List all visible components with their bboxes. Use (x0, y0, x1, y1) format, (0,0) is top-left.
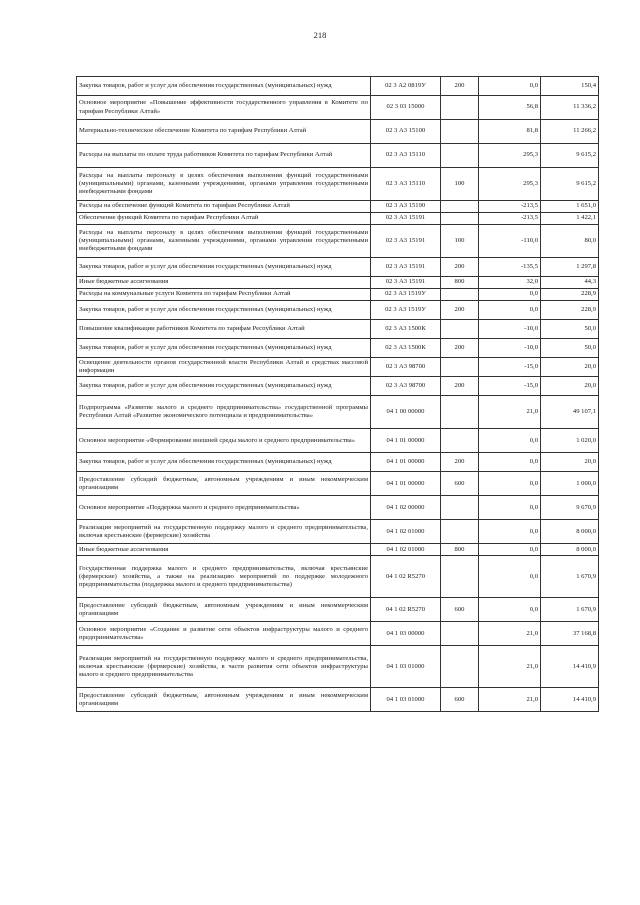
row-name-cell: Предоставление субсидий бюджетным, автономным учреждениям и иным некоммерческим организациям (77, 472, 371, 496)
row-change-amount-cell: -213,5 (479, 213, 541, 225)
row-expense-type-cell (441, 646, 479, 688)
row-total-amount-cell: 44,3 (541, 277, 599, 289)
row-change-amount-cell: 0,0 (479, 496, 541, 520)
row-total-amount-cell: 9 670,9 (541, 496, 599, 520)
row-total-amount-cell: 9 615,2 (541, 144, 599, 168)
row-expense-type-cell: 200 (441, 258, 479, 277)
table-row (77, 225, 599, 258)
row-change-amount-cell: -10,0 (479, 339, 541, 358)
row-change-amount-cell: -10,0 (479, 320, 541, 339)
row-change-amount-cell: 56,8 (479, 96, 541, 120)
table-row (77, 258, 599, 277)
table-row (77, 77, 599, 96)
table-row (77, 688, 599, 712)
row-name-cell: Закупка товаров, работ и услуг для обеспечения государственных (муниципальных) нужд (77, 258, 371, 277)
row-change-amount-cell: 0,0 (479, 429, 541, 453)
table-row (77, 472, 599, 496)
row-name-cell: Расходы на выплаты по оплате труда работников Комитета по тарифам Республики Алтай (77, 144, 371, 168)
row-total-amount-cell: 1 670,9 (541, 556, 599, 598)
row-expense-type-cell (441, 289, 479, 301)
row-expense-type-cell: 600 (441, 688, 479, 712)
table-row (77, 339, 599, 358)
row-code-cell: 04 1 03 01000 (371, 646, 441, 688)
table-row (77, 377, 599, 396)
row-expense-type-cell: 100 (441, 168, 479, 201)
row-expense-type-cell (441, 201, 479, 213)
row-code-cell: 04 1 02 01000 (371, 520, 441, 544)
row-expense-type-cell (441, 496, 479, 520)
row-total-amount-cell: 20,0 (541, 453, 599, 472)
row-total-amount-cell: 1 020,0 (541, 429, 599, 453)
row-name-cell: Иные бюджетные ассигнования (77, 277, 371, 289)
row-change-amount-cell: 0,0 (479, 77, 541, 96)
row-code-cell: 04 1 01 00000 (371, 453, 441, 472)
row-name-cell: Освещение деятельности органов государственной власти Республики Алтай в средствах массовой информации (77, 358, 371, 377)
row-code-cell: 02 3 А3 15110 (371, 144, 441, 168)
row-name-cell: Расходы на коммунальные услуги Комитета по тарифам Республики Алтай (77, 289, 371, 301)
row-change-amount-cell: 0,0 (479, 544, 541, 556)
row-total-amount-cell: 80,0 (541, 225, 599, 258)
row-code-cell: 04 1 01 00000 (371, 472, 441, 496)
row-code-cell: 02 3 А3 15191 (371, 258, 441, 277)
row-expense-type-cell: 800 (441, 277, 479, 289)
row-change-amount-cell: 295,3 (479, 168, 541, 201)
row-expense-type-cell: 200 (441, 301, 479, 320)
row-name-cell: Реализация мероприятий на государственную поддержку малого и среднего предпринимательства, включая крестьянские (фермерские) хозяйства, в части развития сети объектов инфраструктуры малого и среднего предпринимательства (77, 646, 371, 688)
row-change-amount-cell: -110,0 (479, 225, 541, 258)
row-expense-type-cell (441, 622, 479, 646)
row-expense-type-cell (441, 556, 479, 598)
row-code-cell: 02 3 А3 1519У (371, 301, 441, 320)
row-expense-type-cell (441, 144, 479, 168)
row-change-amount-cell: 295,3 (479, 144, 541, 168)
row-change-amount-cell: 21,0 (479, 396, 541, 429)
row-code-cell: 02 3 А3 98700 (371, 358, 441, 377)
row-name-cell: Закупка товаров, работ и услуг для обеспечения государственных (муниципальных) нужд (77, 377, 371, 396)
budget-table-body (77, 77, 599, 712)
row-expense-type-cell (441, 96, 479, 120)
row-name-cell: Подпрограмма «Развитие малого и среднего предпринимательства» государственной программы Республики Алтай «Развитие экономического потенциала и предпринимательства» (77, 396, 371, 429)
row-total-amount-cell: 1 000,0 (541, 472, 599, 496)
row-expense-type-cell (441, 429, 479, 453)
row-code-cell: 02 3 А3 15190 (371, 201, 441, 213)
row-name-cell: Повышение квалификации работников Комитета по тарифам Республики Алтай (77, 320, 371, 339)
row-expense-type-cell: 100 (441, 225, 479, 258)
row-name-cell: Закупка товаров, работ и услуг для обеспечения государственных (муниципальных) нужд (77, 77, 371, 96)
row-name-cell: Реализация мероприятий на государственную поддержку малого и среднего предпринимательства, включая крестьянские (фермерские) хозяйства (77, 520, 371, 544)
row-code-cell: 02 3 А3 15191 (371, 213, 441, 225)
row-expense-type-cell (441, 520, 479, 544)
row-total-amount-cell: 50,0 (541, 339, 599, 358)
row-total-amount-cell: 1 297,8 (541, 258, 599, 277)
row-expense-type-cell (441, 320, 479, 339)
table-row (77, 168, 599, 201)
row-expense-type-cell: 800 (441, 544, 479, 556)
row-code-cell: 04 1 02 00000 (371, 496, 441, 520)
row-name-cell: Государственная поддержка малого и среднего предпринимательства, включая крестьянские (фермерские) хозяйства, а также на реализацию мероприятий по поддержке молодежного предпринимательства (поддержка малого и среднего предпринимательства) (77, 556, 371, 598)
row-change-amount-cell: 0,0 (479, 520, 541, 544)
row-name-cell: Обеспечение функций Комитета по тарифам Республики Алтай (77, 213, 371, 225)
row-change-amount-cell: -213,5 (479, 201, 541, 213)
row-change-amount-cell: 0,0 (479, 453, 541, 472)
row-expense-type-cell: 200 (441, 377, 479, 396)
row-total-amount-cell: 228,9 (541, 289, 599, 301)
row-code-cell: 02 3 03 15000 (371, 96, 441, 120)
row-code-cell: 04 1 03 01000 (371, 688, 441, 712)
row-change-amount-cell: -15,0 (479, 358, 541, 377)
row-code-cell: 04 1 02 01000 (371, 544, 441, 556)
row-total-amount-cell: 50,0 (541, 320, 599, 339)
row-expense-type-cell: 200 (441, 77, 479, 96)
row-total-amount-cell: 49 107,1 (541, 396, 599, 429)
row-code-cell: 04 1 02 R5270 (371, 598, 441, 622)
row-code-cell: 04 1 00 00000 (371, 396, 441, 429)
table-row (77, 622, 599, 646)
row-name-cell: Закупка товаров, работ и услуг для обеспечения государственных (муниципальных) нужд (77, 339, 371, 358)
row-name-cell: Основное мероприятие «Создание и развитие сети объектов инфраструктуры малого и среднего предпринимательства» (77, 622, 371, 646)
table-row (77, 120, 599, 144)
row-code-cell: 02 3 А3 1500К (371, 339, 441, 358)
table-row (77, 598, 599, 622)
row-name-cell: Иные бюджетные ассигнования (77, 544, 371, 556)
row-change-amount-cell: 21,0 (479, 622, 541, 646)
row-expense-type-cell (441, 120, 479, 144)
row-name-cell: Основное мероприятие «Повышение эффективности государственного управления в Комитете по тарифам Республики Алтай» (77, 96, 371, 120)
table-row (77, 301, 599, 320)
row-code-cell: 02 3 А3 98700 (371, 377, 441, 396)
row-code-cell: 02 3 А3 1519У (371, 289, 441, 301)
row-total-amount-cell: 8 000,0 (541, 520, 599, 544)
table-row (77, 358, 599, 377)
table-row (77, 96, 599, 120)
row-change-amount-cell: 21,0 (479, 646, 541, 688)
table-row (77, 496, 599, 520)
row-expense-type-cell: 600 (441, 472, 479, 496)
row-total-amount-cell: 8 000,0 (541, 544, 599, 556)
row-total-amount-cell: 11 336,2 (541, 96, 599, 120)
row-change-amount-cell: 0,0 (479, 472, 541, 496)
row-expense-type-cell (441, 358, 479, 377)
row-total-amount-cell: 14 410,9 (541, 646, 599, 688)
row-name-cell: Материально-техническое обеспечение Комитета по тарифам Республики Алтай (77, 120, 371, 144)
row-name-cell: Расходы на выплаты персоналу в целях обеспечения выполнения функций государственными (муниципальными) органами, казенными учреждениями, органами управления государственными внебюджетными фондами (77, 168, 371, 201)
row-total-amount-cell: 1 670,9 (541, 598, 599, 622)
row-expense-type-cell: 200 (441, 453, 479, 472)
table-row (77, 453, 599, 472)
row-name-cell: Предоставление субсидий бюджетным, автономным учреждениям и иным некоммерческим организациям (77, 598, 371, 622)
row-expense-type-cell: 200 (441, 339, 479, 358)
row-change-amount-cell: 21,0 (479, 688, 541, 712)
row-total-amount-cell: 9 615,2 (541, 168, 599, 201)
table-row (77, 144, 599, 168)
row-total-amount-cell: 150,4 (541, 77, 599, 96)
table-row (77, 320, 599, 339)
row-name-cell: Расходы на обеспечение функций Комитета по тарифам Республики Алтай (77, 201, 371, 213)
row-change-amount-cell: 0,0 (479, 289, 541, 301)
table-row (77, 544, 599, 556)
row-code-cell: 02 3 А3 15110 (371, 168, 441, 201)
row-change-amount-cell: 0,0 (479, 598, 541, 622)
table-row (77, 646, 599, 688)
row-expense-type-cell (441, 213, 479, 225)
row-name-cell: Основное мероприятие «Формирование внешней среды малого и среднего предпринимательства» (77, 429, 371, 453)
row-total-amount-cell: 14 410,9 (541, 688, 599, 712)
table-row (77, 277, 599, 289)
row-expense-type-cell (441, 396, 479, 429)
row-name-cell: Закупка товаров, работ и услуг для обеспечения государственных (муниципальных) нужд (77, 301, 371, 320)
row-expense-type-cell: 600 (441, 598, 479, 622)
row-name-cell: Закупка товаров, работ и услуг для обеспечения государственных (муниципальных) нужд (77, 453, 371, 472)
row-change-amount-cell: 32,0 (479, 277, 541, 289)
row-change-amount-cell: -15,0 (479, 377, 541, 396)
row-change-amount-cell: 81,8 (479, 120, 541, 144)
table-row (77, 289, 599, 301)
table-row (77, 429, 599, 453)
table-row (77, 201, 599, 213)
table-row (77, 213, 599, 225)
row-code-cell: 02 3 А3 15191 (371, 225, 441, 258)
row-total-amount-cell: 20,0 (541, 358, 599, 377)
row-name-cell: Основное мероприятие «Поддержка малого и среднего предпринимательства» (77, 496, 371, 520)
row-name-cell: Расходы на выплаты персоналу в целях обеспечения выполнения функций государственными (муниципальными) органами, казенными учреждениями, органами управления государственными внебюджетными фондами (77, 225, 371, 258)
row-code-cell: 02 3 А3 15100 (371, 120, 441, 144)
row-total-amount-cell: 1 422,1 (541, 213, 599, 225)
page-number: 218 (313, 30, 327, 40)
row-code-cell: 02 3 А3 1500К (371, 320, 441, 339)
budget-table (76, 76, 599, 712)
row-name-cell: Предоставление субсидий бюджетным, автономным учреждениям и иным некоммерческим организациям (77, 688, 371, 712)
row-total-amount-cell: 20,0 (541, 377, 599, 396)
row-change-amount-cell: 0,0 (479, 301, 541, 320)
table-row (77, 556, 599, 598)
row-total-amount-cell: 11 266,2 (541, 120, 599, 144)
row-total-amount-cell: 37 168,8 (541, 622, 599, 646)
row-code-cell: 04 1 02 R5270 (371, 556, 441, 598)
row-change-amount-cell: 0,0 (479, 556, 541, 598)
row-change-amount-cell: -135,5 (479, 258, 541, 277)
table-row (77, 520, 599, 544)
row-code-cell: 02 3 А3 15191 (371, 277, 441, 289)
row-total-amount-cell: 228,9 (541, 301, 599, 320)
row-total-amount-cell: 1 651,0 (541, 201, 599, 213)
row-code-cell: 02 3 А2 0819У (371, 77, 441, 96)
row-code-cell: 04 1 01 00000 (371, 429, 441, 453)
table-row (77, 396, 599, 429)
row-code-cell: 04 1 03 00000 (371, 622, 441, 646)
